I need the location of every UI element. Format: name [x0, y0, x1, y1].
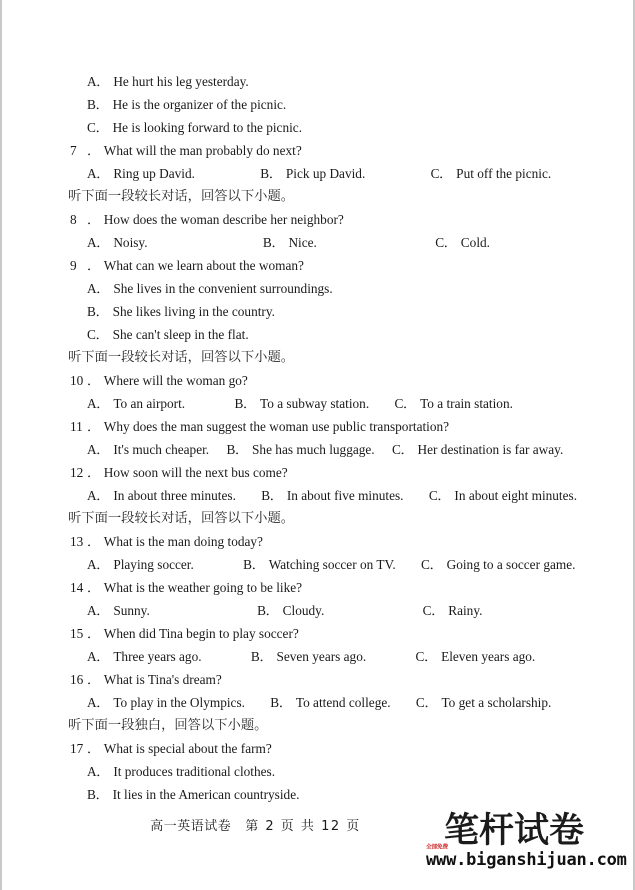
question-7 [2, 139, 635, 162]
option-row [2, 691, 635, 714]
option-text: To attend college. [295, 695, 391, 710]
watermark-free-badge: 全部免费 [426, 844, 448, 851]
question-number: 13 [70, 534, 84, 549]
question-separator: ． [87, 580, 100, 595]
option-b [243, 553, 396, 576]
question-text: Why does the man suggest the woman use public transportation? [103, 419, 450, 434]
option-c [394, 392, 512, 415]
option-label: C． [430, 166, 453, 181]
option-text: She has much luggage. [252, 442, 375, 457]
option-label: C． [415, 649, 438, 664]
option-a [87, 277, 333, 300]
question-11 [2, 415, 635, 438]
option-text: He hurt his leg yesterday. [113, 74, 249, 89]
option-label: B． [87, 97, 109, 112]
question-number: 15 [70, 626, 84, 641]
question-text: When did Tina begin to play soccer? [103, 626, 299, 641]
question-separator: ． [87, 212, 100, 227]
option-label: C． [394, 396, 417, 411]
option-row [2, 116, 635, 139]
question-number: 12 [70, 465, 84, 480]
option-text: Put off the picnic. [456, 166, 552, 181]
option-a [87, 392, 185, 415]
listening-instruction: 听下面一段较长对话，回答以下小题。 [68, 350, 295, 365]
option-label: A． [87, 557, 110, 572]
option-label: B． [87, 787, 109, 802]
watermark-brand-title: 笔杆试卷 [444, 811, 585, 851]
question-17 [2, 737, 635, 760]
option-row [2, 231, 635, 254]
option-b [270, 691, 390, 714]
question-number: 16 [70, 672, 84, 687]
question-text: What is the weather going to be like? [103, 580, 303, 595]
option-label: B． [226, 442, 249, 457]
question-8 [2, 208, 635, 231]
question-text: How soon will the next bus come? [103, 465, 288, 480]
question-text: How does the woman describe her neighbor? [103, 212, 344, 227]
option-row [2, 599, 635, 622]
option-text: Nice. [288, 235, 317, 250]
question-separator: ． [87, 419, 100, 434]
question-number: 11 [70, 419, 83, 434]
footer-page-number: 第 2 页 共 12 页 [245, 819, 361, 834]
option-text: Noisy. [113, 235, 148, 250]
option-row [2, 553, 635, 576]
question-text: Where will the woman go? [103, 373, 248, 388]
question-separator: ． [87, 373, 100, 388]
option-label: C． [435, 235, 457, 250]
option-text: Going to a soccer game. [446, 557, 576, 572]
option-label: C． [421, 557, 443, 572]
question-number: 8 [70, 212, 77, 227]
footer-inner [150, 815, 361, 834]
option-row [2, 277, 635, 300]
question-number: 7 [70, 143, 77, 158]
watermark-url: www.biganshijuan.com [426, 850, 627, 870]
option-text: She can't sleep in the flat. [112, 327, 249, 342]
option-row [2, 783, 635, 806]
option-text: To a train station. [420, 396, 513, 411]
option-row [2, 162, 635, 185]
option-label: A． [87, 74, 110, 89]
option-label: A． [87, 764, 110, 779]
option-b [87, 300, 275, 323]
question-9 [2, 254, 635, 277]
option-c [423, 599, 483, 622]
option-text: Ring up David. [113, 166, 195, 181]
option-label: C． [391, 442, 414, 457]
question-separator: ． [87, 143, 100, 158]
question-separator: ． [87, 672, 100, 687]
question-text: What is the man doing today? [103, 534, 263, 549]
question-text: What is special about the farm? [103, 741, 272, 756]
option-text: To get a scholarship. [441, 695, 552, 710]
question-10 [2, 369, 635, 392]
option-b [261, 484, 403, 507]
option-a [87, 553, 194, 576]
option-label: C． [415, 695, 438, 710]
option-text: She lives in the convenient surroundings. [113, 281, 333, 296]
option-label: B． [243, 557, 265, 572]
option-label: A． [87, 488, 110, 503]
listening-instruction: 听下面一段较长对话，回答以下小题。 [68, 511, 295, 526]
question-text: What will the man probably do next? [103, 143, 302, 158]
option-b [87, 783, 299, 806]
option-a [87, 691, 245, 714]
option-text: To a subway station. [260, 396, 370, 411]
option-label: B． [270, 695, 292, 710]
option-label: A． [87, 442, 110, 457]
option-text: Her destination is far away. [417, 442, 564, 457]
option-label: C． [87, 120, 109, 135]
option-label: B． [260, 166, 282, 181]
option-c [416, 645, 536, 668]
question-separator: ． [87, 741, 100, 756]
option-label: C． [428, 488, 451, 503]
option-label: C． [422, 603, 445, 618]
option-a [87, 484, 236, 507]
option-text: Three years ago. [113, 649, 202, 664]
option-row [2, 323, 635, 346]
question-number: 14 [70, 580, 84, 595]
watermark [426, 812, 626, 882]
option-row [2, 70, 635, 93]
option-text: Rainy. [448, 603, 483, 618]
option-row [2, 300, 635, 323]
question-14 [2, 576, 635, 599]
footer-doc-title: 高一英语试卷 [150, 819, 232, 834]
option-text: Watching soccer on TV. [268, 557, 396, 572]
question-12 [2, 461, 635, 484]
option-row [2, 645, 635, 668]
option-a [87, 760, 275, 783]
option-text: He is the organizer of the picnic. [112, 97, 287, 112]
question-15 [2, 622, 635, 645]
question-separator: ． [87, 465, 100, 480]
option-a [87, 162, 195, 185]
option-c [392, 438, 563, 461]
question-number: 17 [70, 741, 84, 756]
option-text: To play in the Olympics. [113, 695, 245, 710]
option-text: To an airport. [113, 396, 186, 411]
option-row [2, 438, 635, 461]
option-text: In about five minutes. [286, 488, 404, 503]
option-label: A． [87, 603, 110, 618]
question-text: What can we learn about the woman? [103, 258, 304, 273]
question-separator: ． [87, 258, 100, 273]
option-label: A． [87, 166, 110, 181]
option-text: Cold. [460, 235, 490, 250]
option-text: Cloudy. [282, 603, 325, 618]
question-separator: ． [87, 626, 100, 641]
option-label: B． [262, 235, 285, 250]
option-text: It lies in the American countryside. [112, 787, 300, 802]
option-a [87, 599, 150, 622]
option-text: Playing soccer. [113, 557, 194, 572]
option-label: A． [87, 695, 110, 710]
option-b [257, 599, 324, 622]
option-b [226, 438, 374, 461]
option-b [234, 392, 369, 415]
question-16 [2, 668, 635, 691]
option-a [87, 231, 148, 254]
option-text: She likes living in the country. [112, 304, 275, 319]
option-c [435, 231, 490, 254]
option-label: A． [87, 281, 110, 296]
option-label: A． [87, 396, 110, 411]
question-number: 9 [70, 258, 77, 273]
option-label: B． [234, 396, 257, 411]
option-a [87, 438, 209, 461]
option-b [260, 162, 365, 185]
option-c [429, 484, 577, 507]
option-c [416, 691, 551, 714]
option-c [87, 116, 302, 139]
option-row [2, 484, 635, 507]
option-text: Seven years ago. [276, 649, 367, 664]
option-b [87, 93, 286, 116]
option-c [87, 323, 249, 346]
listening-instruction-monologue: 听下面一段独白，回答以下小题。 [68, 718, 268, 733]
option-c [421, 553, 575, 576]
question-13 [2, 530, 635, 553]
option-b [251, 645, 366, 668]
option-row [2, 93, 635, 116]
option-a [87, 70, 249, 93]
option-label: A． [87, 649, 110, 664]
question-text: What is Tina's dream? [103, 672, 222, 687]
question-separator: ． [87, 534, 100, 549]
option-c [431, 162, 552, 185]
option-label: B． [257, 603, 279, 618]
option-text: Eleven years ago. [441, 649, 536, 664]
option-row [2, 392, 635, 415]
option-text: He is looking forward to the picnic. [112, 120, 303, 135]
option-label: A． [87, 235, 110, 250]
option-label: B． [250, 649, 273, 664]
option-label: B． [261, 488, 283, 503]
option-row [2, 760, 635, 783]
option-label: B． [87, 304, 109, 319]
exam-content [2, 70, 635, 806]
option-text: Sunny. [113, 603, 150, 618]
option-text: It produces traditional clothes. [113, 764, 276, 779]
option-text: In about eight minutes. [454, 488, 578, 503]
question-number: 10 [70, 373, 84, 388]
option-a [87, 645, 202, 668]
option-b [263, 231, 317, 254]
listening-instruction: 听下面一段较长对话，回答以下小题。 [68, 189, 295, 204]
option-label: C． [87, 327, 109, 342]
option-text: Pick up David. [285, 166, 366, 181]
option-text: It's much cheaper. [113, 442, 210, 457]
option-text: In about three minutes. [113, 488, 236, 503]
